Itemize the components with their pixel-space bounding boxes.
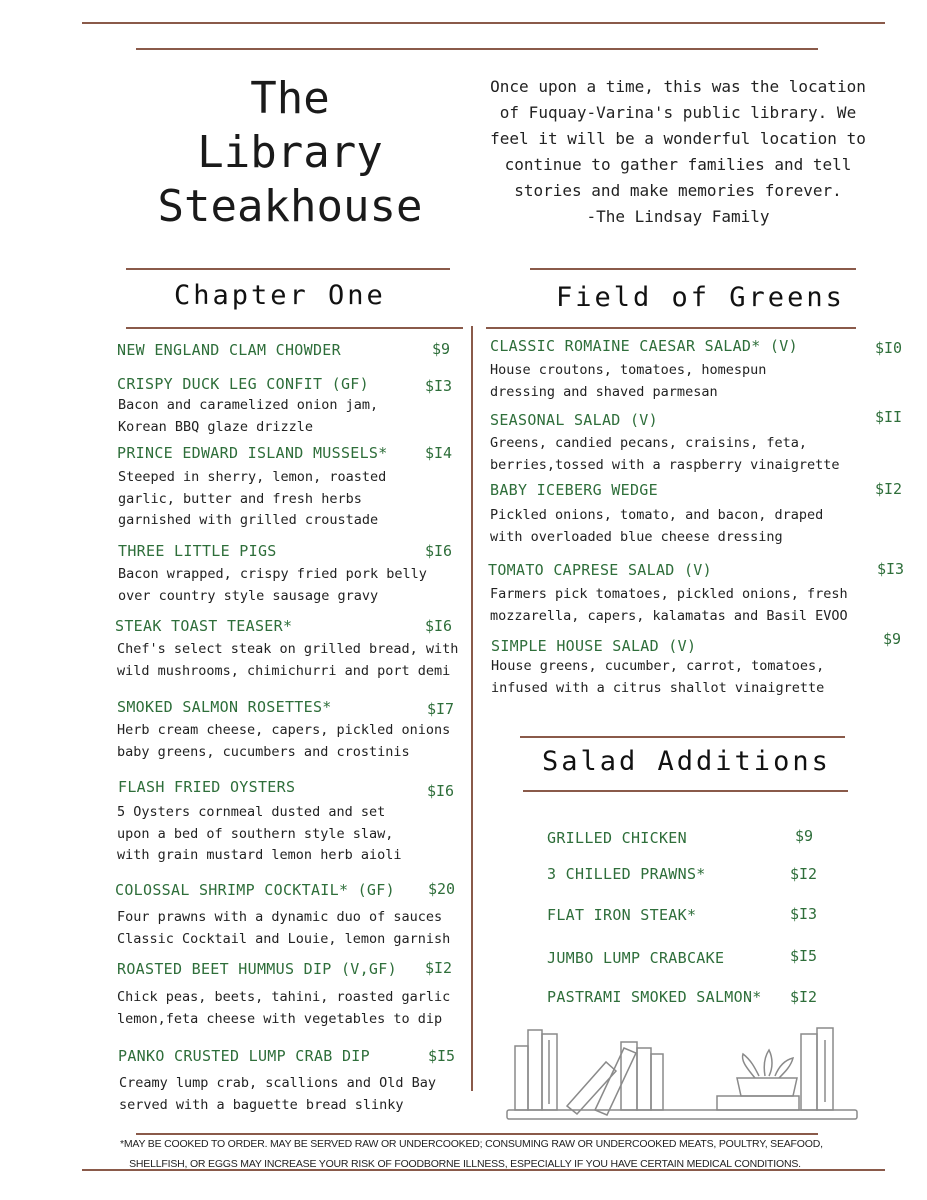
greens-top-rule: [530, 268, 856, 270]
menu-item-description: [490, 584, 848, 627]
addition-name: FLAT IRON STEAK*: [547, 906, 697, 924]
menu-item-name: STEAK TOAST TEASER*: [115, 617, 293, 635]
menu-item-price: $I2: [875, 480, 903, 498]
title-line: Library: [197, 127, 383, 178]
menu-item-description: [117, 802, 401, 867]
description-line: Bacon and caramelized onion jam,: [118, 397, 379, 413]
top-rule: [82, 22, 885, 24]
menu-item-price: $9: [883, 630, 902, 648]
addition-price: $I2: [790, 988, 818, 1006]
story-text: [478, 74, 878, 230]
description-line: Farmers pick tomatoes, pickled onions, fresh: [490, 586, 848, 602]
description-line: Chef's select steak on grilled bread, with: [117, 641, 459, 657]
menu-item-name: TOMATO CAPRESE SALAD (V): [488, 561, 712, 579]
description-line: lemon,feta cheese with vegetables to dip: [117, 1010, 443, 1027]
story-line: of Fuquay-Varina's public library. We: [499, 103, 857, 122]
food-safety-disclaimer: [120, 1134, 823, 1174]
chapter-one-top-rule: [126, 268, 450, 270]
title-line: The: [250, 73, 330, 124]
menu-item-description: [117, 987, 450, 1030]
menu-item-price: $9: [432, 340, 451, 358]
menu-item-name: PANKO CRUSTED LUMP CRAB DIP: [118, 1047, 370, 1065]
story-line: feel it will be a wonderful location to: [490, 129, 866, 148]
menu-item-name: PRINCE EDWARD ISLAND MUSSELS*: [117, 444, 388, 462]
chapter-one-bottom-rule: [126, 327, 463, 329]
description-line: over country style sausage gravy: [118, 587, 379, 604]
menu-item-price: $II: [875, 408, 903, 426]
additions-top-rule: [520, 736, 845, 738]
menu-item-description: [117, 907, 450, 950]
menu-item-name: SIMPLE HOUSE SALAD (V): [491, 637, 697, 655]
menu-item-description: [117, 720, 450, 763]
menu-item-name: CLASSIC ROMAINE CAESAR SALAD* (V): [490, 337, 798, 355]
menu-item-name: THREE LITTLE PIGS: [118, 542, 277, 560]
menu-item-price: $I0: [875, 339, 903, 357]
addition-name: 3 CHILLED PRAWNS*: [547, 865, 706, 883]
disclaimer-line: SHELLFISH, OR EGGS MAY INCREASE YOUR RISK OF FOODBORNE ILLNESS, ESPECIALLY IF YOU HAVE CERTAIN MEDICAL CONDITIONS.: [129, 1158, 801, 1170]
menu-item-price: $I6: [425, 542, 453, 560]
description-line: House croutons, tomatoes, homespun: [490, 362, 767, 378]
chapter-one-heading: Chapter One: [174, 280, 386, 311]
menu-item-price: $I2: [425, 959, 453, 977]
description-line: mozzarella, capers, kalamatas and Basil EVOO: [490, 607, 848, 624]
menu-item-name: CRISPY DUCK LEG CONFIT (GF): [117, 375, 369, 393]
addition-price: $I2: [790, 865, 818, 883]
description-line: with grain mustard lemon herb aioli: [117, 847, 402, 863]
field-of-greens-heading: Field of Greens: [556, 282, 845, 313]
story-line: stories and make memories forever.: [514, 181, 842, 200]
description-line: 5 Oysters cornmeal dusted and set: [117, 804, 386, 820]
menu-item-description: [119, 1073, 436, 1116]
menu-item-price: $20: [428, 880, 456, 898]
description-line: Greens, candied pecans, craisins, feta,: [490, 435, 807, 451]
menu-item-price: $I6: [427, 782, 455, 800]
description-line: Creamy lump crab, scallions and Old Bay: [119, 1075, 436, 1091]
description-line: garnished with grilled croustade: [118, 512, 379, 528]
restaurant-title: [120, 72, 460, 234]
menu-item-name: ROASTED BEET HUMMUS DIP (V,GF): [117, 960, 397, 978]
title-line: Steakhouse: [157, 181, 423, 232]
description-line: wild mushrooms, chimichurri and port demi: [117, 662, 451, 679]
story-line: Once upon a time, this was the location: [490, 77, 866, 96]
description-line: baby greens, cucumbers and crostinis: [117, 743, 410, 760]
description-line: Classic Cocktail and Louie, lemon garnish: [117, 930, 451, 947]
description-line: served with a baguette bread slinky: [119, 1096, 404, 1113]
description-line: Pickled onions, tomato, and bacon, draped: [490, 507, 824, 523]
addition-price: $9: [795, 827, 814, 845]
addition-name: PASTRAMI SMOKED SALMON*: [547, 988, 762, 1006]
description-line: infused with a citrus shallot vinaigrette: [491, 679, 825, 696]
addition-price: $I5: [790, 947, 818, 965]
addition-name: JUMBO LUMP CRABCAKE: [547, 949, 725, 967]
menu-item-name: COLOSSAL SHRIMP COCKTAIL* (GF): [115, 881, 395, 899]
additions-bottom-rule: [523, 790, 848, 792]
description-line: House greens, cucumber, carrot, tomatoes,: [491, 658, 825, 674]
disclaimer-line: *MAY BE COOKED TO ORDER. MAY BE SERVED RAW OR UNDERCOOKED; CONSUMING RAW OR UNDERCOOKED MEATS, POULTRY, SEAFOOD,: [120, 1138, 823, 1150]
description-line: garlic, butter and fresh herbs: [118, 490, 362, 507]
menu-item-name: SEASONAL SALAD (V): [490, 411, 658, 429]
description-line: upon a bed of southern style slaw,: [117, 825, 394, 842]
story-signature: -The Lindsay Family: [586, 207, 770, 226]
menu-item-name: FLASH FRIED OYSTERS: [118, 778, 296, 796]
menu-item-description: [118, 395, 378, 438]
menu-item-name: SMOKED SALMON ROSETTES*: [117, 698, 332, 716]
story-line: continue to gather families and tell: [504, 155, 852, 174]
greens-bottom-rule: [486, 327, 856, 329]
description-line: berries,tossed with a raspberry vinaigrette: [490, 456, 840, 473]
menu-item-description: [491, 656, 824, 699]
header-rule: [136, 48, 818, 50]
description-line: dressing and shaved parmesan: [490, 383, 718, 400]
menu-item-name: BABY ICEBERG WEDGE: [490, 481, 658, 499]
menu-item-description: [490, 505, 823, 548]
column-divider: [471, 326, 473, 1091]
description-line: Korean BBQ glaze drizzle: [118, 418, 314, 435]
addition-price: $I3: [790, 905, 818, 923]
menu-item-price: $I6: [425, 617, 453, 635]
description-line: Chick peas, beets, tahini, roasted garlic: [117, 989, 451, 1005]
menu-item-price: $I3: [425, 377, 453, 395]
addition-name: GRILLED CHICKEN: [547, 829, 687, 847]
menu-item-description: [490, 360, 766, 403]
menu-item-description: [117, 639, 458, 682]
description-line: with overloaded blue cheese dressing: [490, 528, 783, 545]
menu-item-description: [490, 433, 840, 476]
menu-item-price: $I3: [877, 560, 905, 578]
menu-item-price: $I4: [425, 444, 453, 462]
menu-item-price: $I5: [428, 1047, 456, 1065]
menu-item-name: NEW ENGLAND CLAM CHOWDER: [117, 341, 341, 359]
description-line: Bacon wrapped, crispy fried pork belly: [118, 566, 427, 582]
description-line: Steeped in sherry, lemon, roasted: [118, 469, 387, 485]
description-line: Herb cream cheese, capers, pickled onions: [117, 722, 451, 738]
menu-item-description: [118, 564, 427, 607]
menu-item-description: [118, 467, 386, 532]
description-line: Four prawns with a dynamic duo of sauces: [117, 909, 443, 925]
bookshelf-icon: [505, 1020, 860, 1124]
salad-additions-heading: Salad Additions: [542, 746, 831, 777]
menu-item-price: $I7: [427, 700, 455, 718]
